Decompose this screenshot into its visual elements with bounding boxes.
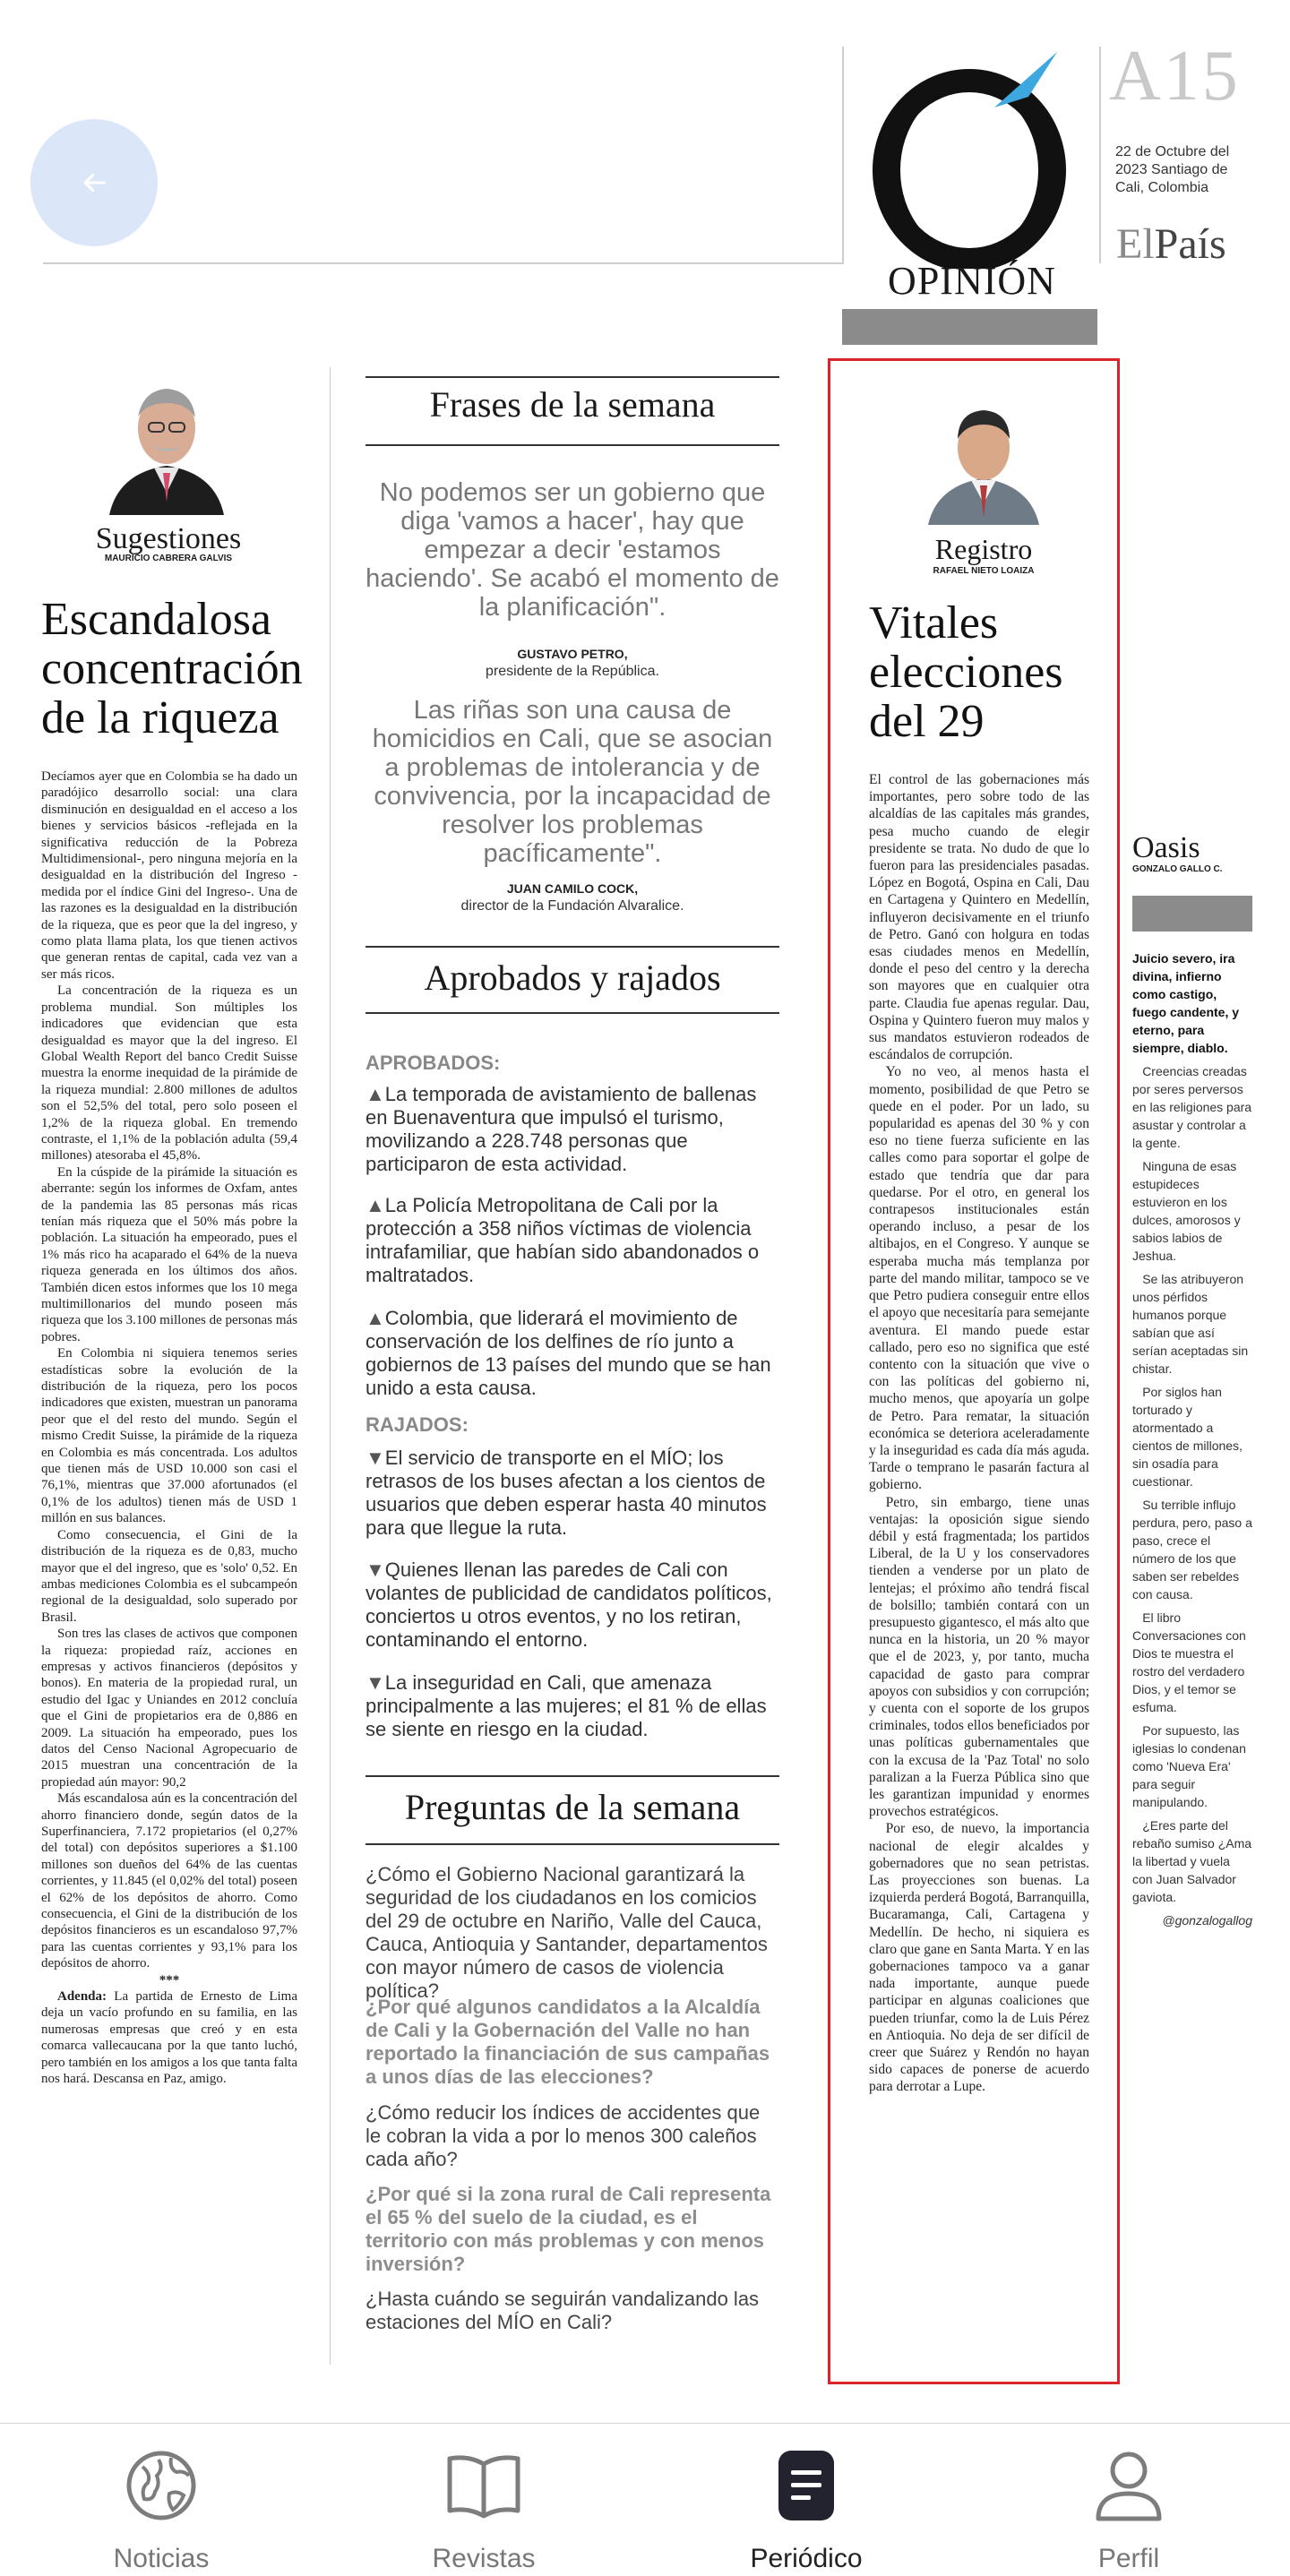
section-rule bbox=[366, 1775, 779, 1777]
question-item: ¿Hasta cuándo se seguirán vandalizando las estaciones del MÍO en Cali? bbox=[366, 2288, 760, 2333]
rejected-item: ▼El servicio de transporte en el MÍO; los retrasos de los buses afectan a los cientos de usuarios que deben esperar hasta 40 minutos para que llegue la ruta. bbox=[366, 1447, 767, 1539]
quote-role: presidente de la República. bbox=[486, 664, 659, 679]
paragraph: Por supuesto, las iglesias lo condenan como 'Nueva Era' para seguir manipulando. bbox=[1132, 1723, 1246, 1809]
globe-icon bbox=[121, 2445, 202, 2526]
article-body bbox=[869, 771, 1089, 2096]
book-icon bbox=[443, 2445, 524, 2526]
approved-item: ▲La temporada de avistamiento de ballenas en Buenaventura que impulsó el turismo, movilizando a 228.748 personas que participaron de esta actividad. bbox=[366, 1083, 757, 1175]
section-rule bbox=[366, 1843, 779, 1845]
oasis-lead: Juicio severo, ira divina, infierno como castigo, fuego candente, y eterno, para siempre, diablo. bbox=[1132, 951, 1240, 1055]
triangle-down-icon: ▼ bbox=[366, 1447, 385, 1469]
paragraph: Decíamos ayer que en Colombia se ha dado un paradójico desarrollo social: una clara disminución en desigualdad en el acceso a los bienes y servicios básicos -reflejada en la significativa reducción de la Pobreza Multidimensional-, pero ninguna mejoría en la desigualdad en la distribución del Ingreso -medida por el índice Gini del Ingreso-. Una de las razones es la desigualdad en la distribución de la riqueza, que es peor que la del ingreso, y como plata llama plata, los que tienen activos que generan rentas de capital, cada vez van a ser más ricos. bbox=[41, 769, 297, 982]
column-author: RAFAEL NIETO LOAIZA bbox=[933, 566, 1035, 576]
approved-label: APROBADOS: bbox=[366, 1052, 501, 1074]
paragraph: Son tres las clases de activos que componen la riqueza: propiedad raíz, acciones en empresas y activos financieros (depósitos y bonos). En materia de la propiedad rural, un estudio del Igac y Uniandes en 2012 concluía que el Gini de propietarios era de 0,886 en 2009. La situación ha empeorado, pues los datos del Censo Nacional Agropecuario de 2015 muestran una concentración de la propiedad aún mayor: 90,2 bbox=[41, 1627, 297, 1790]
nav-item-revistas[interactable] bbox=[322, 2424, 645, 2576]
issue-date: 22 de Octubre del 2023 Santiago de Cali, Colombia bbox=[1115, 144, 1230, 195]
oasis-body bbox=[1132, 949, 1252, 1935]
opinion-masthead-logo bbox=[862, 36, 1077, 269]
approved-item: ▲La Policía Metropolitana de Cali por la protección a 358 niños víctimas de violencia intrafamiliar, que habían sido abandonados o maltratados. bbox=[366, 1194, 760, 1286]
quote-author: GUSTAVO PETRO, bbox=[517, 647, 628, 661]
paragraph: Yo no veo, al menos hasta el momento, posibilidad de que Petro se quede en el poder. Por un lado, su popularidad es apenas del 30 % y con eso no tiene fuerza suficiente en las calles como para soportar el golpe de estado que tendría que dar para quedarse. Por el otro, en general los contrapesos institucionales están operando incluso, a pesar de los altibajos, en el Congreso. Y aunque se esperaba mucha más templanza por parte del mando militar, tampoco se ve que Petro pudiera conseguir entre ellos el apoyo que necesitaría para semejante aventura. El mando puede estar callado, pero eso no significa que esté contento con la situación que vive o con las políticas del gobierno ni, mucho menos, que apoyaría un golpe de Petro. Para rematar, la situación económica se deteriora aceleradamente y la inseguridad es cada día más aguda. Tarde o temprano le pasarán factura al gobierno. bbox=[869, 1064, 1089, 1493]
paragraph: En Colombia ni siquiera tenemos series estadísticas sobre la evolución de la distribución de la riqueza, pero los pocos indicadores que existen, muestran un panorama peor que el del resto del mundo. Según el mismo Credit Suisse, la pirámide de la riqueza en Colombia es más concentrada. Los adultos que tienen más de USD 10.000 son casi el 76,1%, mientras que 37.000 afortunados (el 0,1% de los adultos) tienen más de USD 1 millón en sus balances. bbox=[41, 1346, 297, 1526]
quote-text: No podemos ser un gobierno que diga 'vamos a hacer', hay que empezar a decir 'estamos haciendo'. Se acabó el momento de la planificación". bbox=[366, 478, 779, 622]
article-body bbox=[41, 769, 297, 2088]
oasis-gray-bar bbox=[1132, 896, 1252, 932]
quote-text: Las riñas son una causa de homicidios en Cali, que se asocian a problemas de intolerancia y de convivencia, por la incapacidad de resolver los problemas pacíficamente". bbox=[372, 696, 773, 868]
section-rule bbox=[366, 444, 779, 446]
nav-label: Perfil bbox=[1097, 2544, 1160, 2573]
nav-item-perfil[interactable] bbox=[968, 2424, 1290, 2576]
section-rule bbox=[366, 1012, 779, 1014]
approved-item: ▲Colombia, que liderará el movimiento de conservación de los delfines de río junto a gobiernos de 13 países del mundo que se han unido a esta causa. bbox=[366, 1307, 771, 1399]
el-pais-logo: ElPaís bbox=[1116, 220, 1226, 268]
paragraph: En la cúspide de la pirámide la situación es aberrante: según los informes de Oxfam, antes de la pandemia las 85 personas más ricas tenían más riqueza que el 50% más pobre la población. La situación ha empeorado, pues el 1% más rico ha acaparado el 64% de la nueva riqueza generada en los últimos dos años. También dicen estos informes que los 10 mega multimillonarios del mundo poseen más riqueza que los 3.100 millones de personas más pobres. bbox=[41, 1164, 297, 1344]
article-headline: Vitales elecciones del 29 bbox=[869, 597, 1063, 747]
bottom-nav bbox=[0, 2424, 1290, 2576]
triangle-down-icon: ▼ bbox=[366, 1558, 385, 1581]
paragraph: Su terrible influjo perdura, pero, paso a paso, crece el número de los que saben ser rebeldes con causa. bbox=[1132, 1498, 1252, 1601]
paragraph: Más escandalosa aún es la concentración del ahorro financiero donde, según datos de la Superfinanciera, 7.172 propietarios (el 0,27% del total) con depósitos superiores a $1.100 millones son dueños del 64% de las cuentas corrientes, y 11.845 (el 0,02% del total) poseen el 62% de los depósitos de ahorro. Como consecuencia, el Gini de la distribución de los depósitos financieros es un escandaloso 97,7% para las cuentas corrientes y 93,1% para los depósitos de ahorro. bbox=[41, 1791, 297, 1971]
quote-author: JUAN CAMILO COCK, bbox=[506, 881, 639, 896]
aprobados-rajados-title: Aprobados y rajados bbox=[424, 957, 721, 998]
article-headline: Escandalosa concentración de la riqueza bbox=[41, 594, 303, 743]
paragraph: El libro Conversaciones con Dios te muestra el rostro del verdadero Dios, y el temor se esfuma. bbox=[1132, 1610, 1246, 1714]
column-author: MAURICIO CABRERA GALVIS bbox=[104, 554, 233, 563]
section-rule bbox=[366, 946, 779, 948]
nav-label: Revistas bbox=[432, 2544, 536, 2573]
question-item: ¿Por qué si la zona rural de Cali representa el 65 % del suelo de la ciudad, es el territorio con más problemas y con menos inversión? bbox=[366, 2183, 771, 2275]
quote-role: director de la Fundación Alvaralice. bbox=[460, 898, 684, 914]
frases-title: Frases de la semana bbox=[429, 384, 716, 425]
rejected-item: ▼Quienes llenan las paredes de Cali con volantes de publicidad de candidatos políticos, conciertos u otros eventos, y no los retiran, contaminando el entorno. bbox=[366, 1558, 772, 1651]
question-item: ¿Cómo reducir los índices de accidentes que le cobran la vida a por lo menos 300 caleños cada año? bbox=[366, 2101, 761, 2170]
triangle-up-icon: ▲ bbox=[366, 1083, 385, 1105]
author-handle: @gonzalogallog bbox=[1162, 1913, 1252, 1928]
column-name: Registro bbox=[934, 533, 1033, 565]
person-icon bbox=[1088, 2445, 1169, 2526]
separator: *** bbox=[159, 1972, 180, 1988]
nav-label: Noticias bbox=[113, 2544, 210, 2573]
paragraph: Petro, sin embargo, tiene unas ventajas: la oposición sigue siendo débil y está fragmentada; los partidos Liberal, de la U y los conservadores tienden a venderse por un plato de lentejas; el próximo año tendrá fiscal de bolsillo; también contará con un presupuesto gigantesco, el más alto que nunca en la historia, un 20 % mayor que el de 2023, y, por tanto, mucha capacidad de gasto para comprar apoyos con subsidios y con corrupción; y cuenta con el soporte de los grupos criminales, todos ellos beneficiados por unas políticas gubernamentales que con la excusa de la 'Paz Total' no solo paralizan a la Fuerza Pública sino que les garantizan impunidad y enormes provechos estratégicos. bbox=[869, 1494, 1089, 1820]
back-button[interactable] bbox=[30, 119, 158, 246]
nav-item-periodico[interactable] bbox=[645, 2424, 968, 2576]
paragraph: Por siglos han torturado y atormentado a cientos de millones, sin osadía para cuestionar. bbox=[1132, 1385, 1243, 1489]
header-gray-bar bbox=[842, 309, 1097, 345]
paragraph: Creencias creadas por seres perversos en las religiones para asustar y controlar a la gente. bbox=[1132, 1064, 1252, 1150]
column-name: Sugestiones bbox=[95, 522, 242, 555]
arrow-left-icon bbox=[79, 167, 109, 198]
nav-item-noticias[interactable] bbox=[0, 2424, 322, 2576]
paragraph: Se las atribuyeron unos pérfidos humanos porque sabían que así serían aceptadas sin chistar. bbox=[1132, 1272, 1249, 1376]
newspaper-icon bbox=[766, 2445, 847, 2526]
paragraph: El control de las gobernaciones más importantes, pero sobre todo de las alcaldías de las capitales más grandes, pesa mucho cuando de elegir presidente se trata. No dudo de que lo fueron para las presidenciales pasadas. López en Bogotá, Ospina en Cali, Dau en Cartagena y Quintero en Medellín, influyeron decisivamente en el triunfo de Petro. Ganó con holgura en todas esas ciudades menos en Medellín, donde el peso del centro y la derecha son mayores que en cualquier otra parte. Claudia fue apenas regular. Dau, Ospina y Quintero fueron muy malos y sus mandatos estuvieron rodeados de escándalos de corrupción. bbox=[869, 772, 1089, 1063]
question-item: ¿Cómo el Gobierno Nacional garantizará la seguridad de los ciudadanos en los comicios del 29 de octubre en Nariño, Valle del Cauca, Cauca, Antioquia y Santander, departamentos con mayor número de casos de violencia política? bbox=[366, 1863, 768, 2002]
column-divider bbox=[330, 367, 331, 2365]
paragraph: ¿Eres parte del rebaño sumiso ¿Ama la libertad y vuela con Juan Salvador gaviota. bbox=[1132, 1818, 1252, 1904]
column-author: GONZALO GALLO C. bbox=[1132, 864, 1223, 874]
rejected-item: ▼La inseguridad en Cali, que amenaza principalmente a las mujeres; el 81 % de ellas se siente en riesgo en la ciudad. bbox=[366, 1671, 767, 1740]
addendum: Adenda: La partida de Ernesto de Lima deja un vacío profundo en su familia, en las numerosas empresas que creó y en esta comarca vallecaucana por la que tanto luchó, pero también en los amigos a los que tanta falta nos hará. Descansa en Paz, amigo. bbox=[41, 1989, 297, 2087]
triangle-down-icon: ▼ bbox=[366, 1671, 385, 1694]
paragraph: Por eso, de nuevo, la importancia nacional de elegir alcaldes y gobernadores que no sean petristas. Las proyecciones son buenas. La izquierda perderá Bogotá, Barranquilla, Bucaramanga, Cali, Cartagena y Medellín. De hecho, ni siquiera es claro que gane en Santa Marta. Y en las gobernaciones tampoco va a ganar nada importante, aunque puede participar en algunas coaliciones que pueden triunfar, como la de Luis Pérez en Antioquia. No deja de ser difícil de creer que Suárez y Rendón no hayan sido capaces de ponerse de acuerdo para derrotar a Lupe. bbox=[869, 1821, 1089, 2095]
section-title: OPINIÓN bbox=[888, 259, 1056, 303]
paragraph: Como consecuencia, el Gini de la distribución de la riqueza es de 0,83, mucho mayor que el del ingreso, que es 'solo' 0,52. En ambas mediciones Colombia es el subcampeón regional de la desigualdad, solo superado por Brasil. bbox=[41, 1527, 297, 1625]
page-number: A15 bbox=[1109, 37, 1241, 116]
paragraph: Ninguna de esas estupideces estuvieron en los dulces, amorosos y sabios labios de Jeshua. bbox=[1132, 1159, 1241, 1263]
triangle-up-icon: ▲ bbox=[366, 1194, 385, 1216]
rejected-label: RAJADOS: bbox=[366, 1413, 469, 1436]
author-portrait bbox=[924, 392, 1043, 525]
author-portrait bbox=[100, 367, 233, 515]
column-name: Oasis bbox=[1132, 831, 1200, 864]
header-divider-right bbox=[1099, 47, 1101, 263]
header-divider bbox=[842, 47, 844, 264]
paragraph: La concentración de la riqueza es un problema mundial. Son múltiples los indicadores que evidencian que esta desigualdad es mayor que la del ingreso. El Global Wealth Report del banco Credit Suisse muestra la enorme inequidad de la pirámide de la riqueza mundial: 2.800 millones de adultos son el 52,5% del total, pero solo poseen el 1,2% de la riqueza global. En tremendo contraste, el 1,1% de la población adulta (59,4 millones) atesoraba el 45,8%. bbox=[41, 983, 297, 1163]
triangle-up-icon: ▲ bbox=[366, 1307, 385, 1329]
preguntas-title: Preguntas de la semana bbox=[404, 1787, 741, 1827]
nav-label: Periódico bbox=[750, 2544, 863, 2573]
question-item: ¿Por qué algunos candidatos a la Alcaldía de Cali y la Gobernación del Valle no han reportado la financiación de sus campañas a unos días de las elecciones? bbox=[366, 1996, 770, 2088]
header-rule bbox=[43, 262, 842, 264]
section-rule bbox=[366, 376, 779, 378]
